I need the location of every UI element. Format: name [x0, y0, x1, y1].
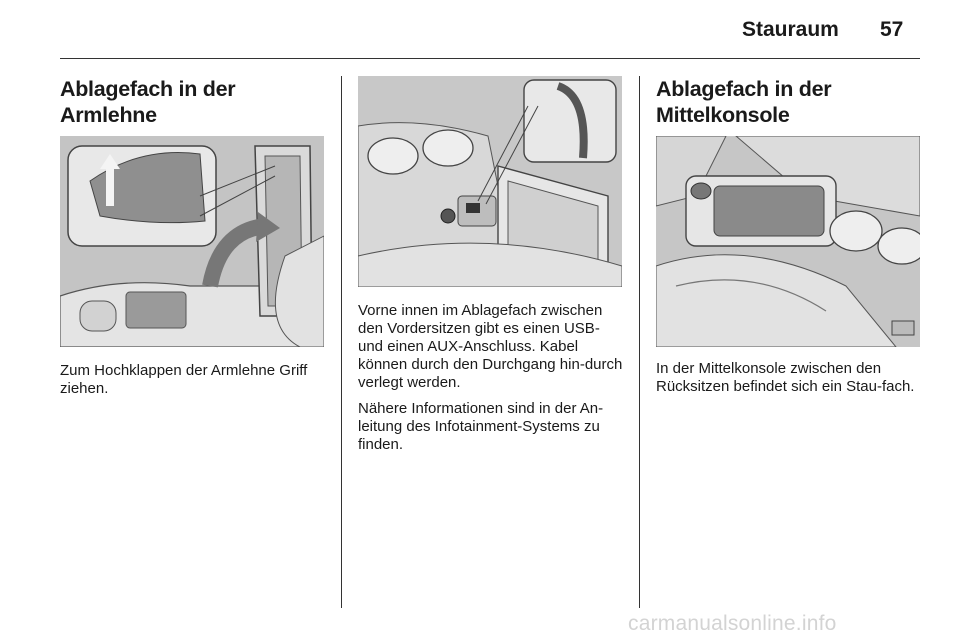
page-number: 57 — [880, 18, 904, 41]
section-title: Stauraum — [742, 18, 839, 41]
center-console-illustration-icon — [656, 136, 920, 347]
column-separator-2 — [639, 76, 640, 608]
heading-armrest: Ablagefach in der Armlehne — [60, 77, 236, 127]
watermark: carmanualsonline.info — [628, 612, 837, 635]
storage-compartment-illustration-icon — [358, 76, 622, 287]
column-separator-1 — [341, 76, 342, 608]
heading-center-console: Ablagefach in der Mittelkonsole — [656, 77, 832, 127]
armrest-description: Zum Hochklappen der Armlehne Griff ziehen. — [60, 362, 308, 397]
header-rule — [60, 58, 920, 59]
armrest-illustration-icon — [60, 136, 324, 347]
center-console-description: In der Mittelkonsole zwischen den Rücksitzen befindet sich ein Stau-fach. — [656, 360, 915, 395]
storage-compartment-description: Vorne innen im Ablagefach zwischen den Vordersitzen gibt es einen USB- und einen AUX-Anschluss. Kabel können durch den Durchgang hin-durch verlegt werden. Nähere Informationen sind in der An-leitung des Infotainment-Systems zu finden. — [358, 302, 623, 453]
